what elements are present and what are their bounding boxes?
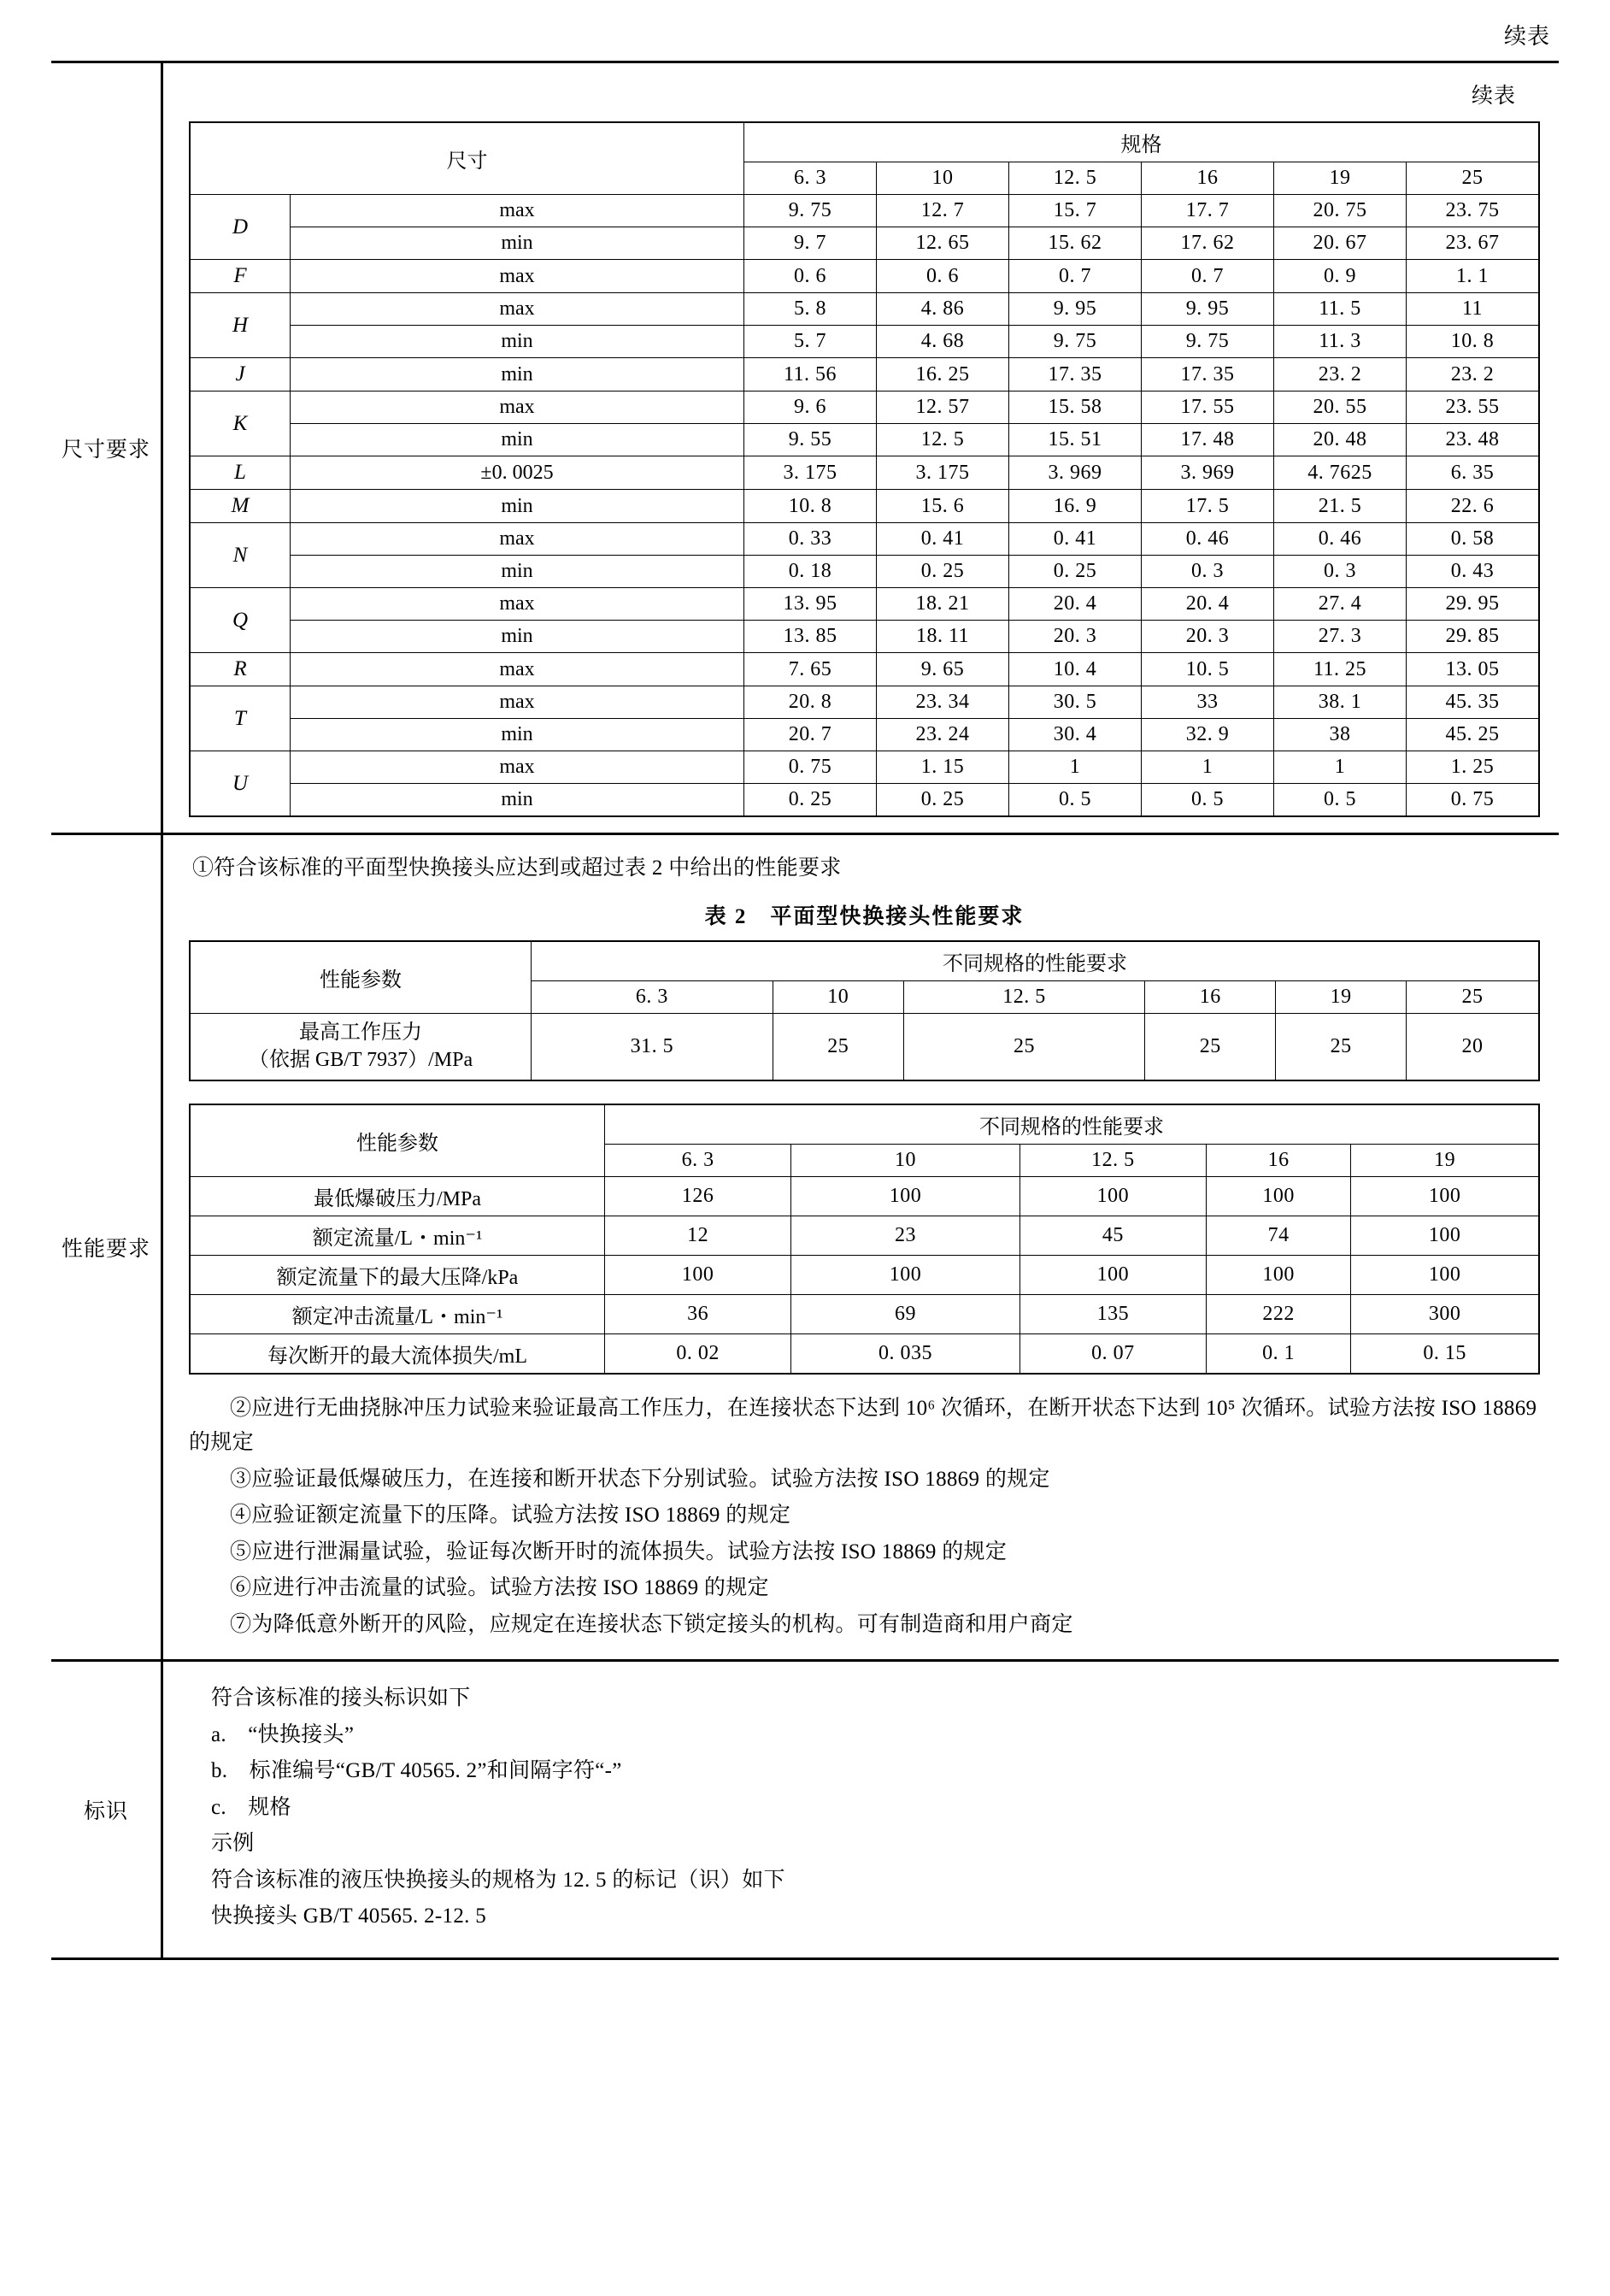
cell: 25 (1145, 1013, 1276, 1080)
row-limit: min (291, 719, 744, 751)
cell: 23. 34 (877, 686, 1009, 719)
cell: 23. 67 (1407, 227, 1540, 260)
cell: 30. 5 (1009, 686, 1142, 719)
band-body-marking (163, 1662, 1559, 1957)
row-name: 额定流量下的最大压降/kPa (190, 1255, 605, 1294)
cell: 0. 41 (1009, 523, 1142, 556)
performance-note-6: ⑥应进行冲击流量的试验。试验方法按 ISO 18869 的规定 (230, 1576, 769, 1600)
performance-note-1: ①符合该标准的平面型快换接头应达到或超过表 2 中给出的性能要求 (192, 857, 842, 880)
cell: 23. 24 (877, 719, 1009, 751)
table-row (190, 523, 1539, 556)
cell: 100 (1019, 1255, 1206, 1294)
cell: 0. 9 (1274, 260, 1407, 293)
spec-col-0: 6. 3 (744, 162, 877, 195)
table-row (190, 293, 1539, 326)
spec-col-1: 10 (791, 1144, 1019, 1176)
table-row (190, 556, 1539, 588)
table-row-header-top (190, 122, 1539, 162)
row-symbol: D (190, 195, 291, 260)
cell: 17. 7 (1142, 195, 1274, 227)
cell: 69 (791, 1294, 1019, 1333)
cell: 18. 21 (877, 588, 1009, 621)
cell: 23. 2 (1274, 358, 1407, 391)
cell: 15. 62 (1009, 227, 1142, 260)
cell: 0. 3 (1142, 556, 1274, 588)
cell: 0. 6 (744, 260, 877, 293)
row-name (190, 1013, 532, 1080)
table-row (190, 686, 1539, 719)
row-name: 最低爆破压力/MPa (190, 1176, 605, 1216)
cell: 0. 25 (1009, 556, 1142, 588)
spec-col-0: 6. 3 (532, 980, 773, 1013)
cell: 74 (1207, 1216, 1351, 1255)
row-symbol: N (190, 523, 291, 588)
performance-note-5: ⑤应进行泄漏量试验，验证每次断开时的流体损失。试验方法按 ISO 18869 的规定 (230, 1539, 1008, 1563)
cell: 20. 48 (1274, 424, 1407, 456)
cell: 11 (1407, 293, 1540, 326)
cell: 20. 75 (1274, 195, 1407, 227)
cell: 0. 02 (605, 1333, 791, 1374)
cell: 23. 55 (1407, 391, 1540, 424)
cell: 11. 25 (1274, 653, 1407, 686)
cell: 11. 56 (744, 358, 877, 391)
group-header: 不同规格的性能要求 (605, 1104, 1540, 1145)
spec-col-4: 19 (1276, 980, 1407, 1013)
cell: 0. 07 (1019, 1333, 1206, 1374)
cell: 1 (1009, 751, 1142, 784)
cell: 3. 969 (1009, 456, 1142, 490)
cell: 20. 4 (1142, 588, 1274, 621)
spec-group-header: 规格 (744, 122, 1540, 162)
spec-col-2: 12. 5 (1009, 162, 1142, 195)
row-limit: max (291, 653, 744, 686)
cell: 0. 15 (1351, 1333, 1539, 1374)
row-limit: min (291, 490, 744, 523)
cell: 20. 67 (1274, 227, 1407, 260)
cell: 15. 6 (877, 490, 1009, 523)
spec-col-2: 12. 5 (1019, 1144, 1206, 1176)
band-body-dimension (163, 63, 1559, 833)
cell: 20. 8 (744, 686, 877, 719)
cell: 29. 85 (1407, 621, 1540, 653)
cell: 22. 6 (1407, 490, 1540, 523)
cell: 11. 5 (1274, 293, 1407, 326)
cell: 16. 25 (877, 358, 1009, 391)
cell: 0. 3 (1274, 556, 1407, 588)
table-row (190, 719, 1539, 751)
cell: 7. 65 (744, 653, 877, 686)
row-limit: min (291, 556, 744, 588)
band-dimension-requirements (51, 63, 1559, 833)
cell: 9. 95 (1142, 293, 1274, 326)
performance-notes (189, 1392, 1540, 1643)
band-performance-requirements (51, 833, 1559, 1659)
cell: 11. 3 (1274, 326, 1407, 358)
cell: 9. 7 (744, 227, 877, 260)
spec-col-3: 16 (1145, 980, 1276, 1013)
row-limit: max (291, 588, 744, 621)
cell: 45. 25 (1407, 719, 1540, 751)
cell: 100 (1351, 1255, 1539, 1294)
cell: 0. 46 (1274, 523, 1407, 556)
cell: 222 (1207, 1294, 1351, 1333)
cell: 0. 6 (877, 260, 1009, 293)
cell: 0. 43 (1407, 556, 1540, 588)
row-limit: min (291, 621, 744, 653)
row-limit: min (291, 784, 744, 817)
cell: 33 (1142, 686, 1274, 719)
cell: 13. 05 (1407, 653, 1540, 686)
table-row (190, 227, 1539, 260)
band-label-dimension: 尺寸要求 (51, 63, 163, 833)
cell: 30. 4 (1009, 719, 1142, 751)
spec-col-0: 6. 3 (605, 1144, 791, 1176)
row-limit: min (291, 227, 744, 260)
marking-item-b: b. 标准编号“GB/T 40565. 2”和间隔字符“-” (211, 1759, 622, 1783)
cell: 10. 8 (1407, 326, 1540, 358)
spec-col-5: 25 (1407, 980, 1539, 1013)
spec-col-2: 12. 5 (903, 980, 1145, 1013)
group-header: 不同规格的性能要求 (532, 941, 1540, 981)
cell: 23. 75 (1407, 195, 1540, 227)
row-name: 每次断开的最大流体损失/mL (190, 1333, 605, 1374)
cell: 27. 4 (1274, 588, 1407, 621)
row-limit: max (291, 686, 744, 719)
cell: 13. 85 (744, 621, 877, 653)
cell: 9. 6 (744, 391, 877, 424)
row-limit: max (291, 523, 744, 556)
cell: 0. 25 (744, 784, 877, 817)
row-symbol: H (190, 293, 291, 358)
table-row (190, 588, 1539, 621)
cell: 4. 7625 (1274, 456, 1407, 490)
page-header-continued: 续表 (1503, 24, 1550, 49)
main-table-frame (51, 61, 1559, 1960)
marking-example-text: 符合该标准的液压快换接头的规格为 12. 5 的标记（识）如下 (211, 1868, 785, 1892)
row-limit: max (291, 293, 744, 326)
band-marking (51, 1659, 1559, 1957)
cell: 12. 5 (877, 424, 1009, 456)
cell: 100 (791, 1176, 1019, 1216)
cell: 100 (1207, 1176, 1351, 1216)
row-symbol: T (190, 686, 291, 751)
cell: 10. 4 (1009, 653, 1142, 686)
band-label-performance: 性能要求 (51, 835, 163, 1659)
cell: 6. 35 (1407, 456, 1540, 490)
cell: 13. 95 (744, 588, 877, 621)
cell: 38. 1 (1274, 686, 1407, 719)
cell: 100 (605, 1255, 791, 1294)
cell: 23. 2 (1407, 358, 1540, 391)
row-name: 额定流量/L・min⁻¹ (190, 1216, 605, 1255)
marking-example-code: 快换接头 GB/T 40565. 2-12. 5 (211, 1905, 487, 1928)
performance-note-4: ④应验证额定流量下的压降。试验方法按 ISO 18869 的规定 (230, 1504, 791, 1528)
row-limit: min (291, 326, 744, 358)
cell: 1. 1 (1407, 260, 1540, 293)
cell: 20. 7 (744, 719, 877, 751)
row-symbol: M (190, 490, 291, 523)
cell: 3. 969 (1142, 456, 1274, 490)
spec-col-1: 10 (773, 980, 903, 1013)
band-body-performance (163, 835, 1559, 1659)
marking-item-c: c. 规格 (211, 1795, 291, 1819)
cell: 3. 175 (744, 456, 877, 490)
cell: 20 (1407, 1013, 1539, 1080)
cell: 12 (605, 1216, 791, 1255)
row-limit: ±0. 0025 (291, 456, 744, 490)
cell: 15. 58 (1009, 391, 1142, 424)
cell: 9. 95 (1009, 293, 1142, 326)
spec-col-4: 19 (1351, 1144, 1539, 1176)
cell: 0. 75 (1407, 784, 1540, 817)
spec-col-1: 10 (877, 162, 1009, 195)
table-row (190, 1333, 1539, 1374)
cell: 300 (1351, 1294, 1539, 1333)
cell: 20. 55 (1274, 391, 1407, 424)
table-row (190, 456, 1539, 490)
cell: 0. 5 (1142, 784, 1274, 817)
cell: 17. 35 (1142, 358, 1274, 391)
dimension-table (189, 121, 1540, 817)
cell: 10. 8 (744, 490, 877, 523)
marking-intro: 符合该标准的接头标识如下 (211, 1687, 471, 1710)
table-row (190, 490, 1539, 523)
row-symbol: F (190, 260, 291, 293)
row-symbol: Q (190, 588, 291, 653)
table-row (190, 424, 1539, 456)
table-row (190, 1294, 1539, 1333)
cell: 9. 75 (744, 195, 877, 227)
dimension-header-cell: 尺寸 (190, 122, 744, 195)
cell: 0. 5 (1009, 784, 1142, 817)
cell: 0. 58 (1407, 523, 1540, 556)
cell: 31. 5 (532, 1013, 773, 1080)
cell: 17. 62 (1142, 227, 1274, 260)
cell: 135 (1019, 1294, 1206, 1333)
param-header: 性能参数 (190, 941, 532, 1014)
cell: 9. 55 (744, 424, 877, 456)
performance-note-3: ③应验证最低爆破压力，在连接和断开状态下分别试验。试验方法按 ISO 18869 的规定 (230, 1467, 1050, 1491)
cell: 100 (1351, 1216, 1539, 1255)
cell: 15. 7 (1009, 195, 1142, 227)
spec-col-3: 16 (1142, 162, 1274, 195)
cell: 5. 8 (744, 293, 877, 326)
marking-example-label: 示例 (211, 1832, 255, 1856)
cell: 20. 3 (1142, 621, 1274, 653)
table-row (190, 653, 1539, 686)
cell: 9. 65 (877, 653, 1009, 686)
cell: 17. 35 (1009, 358, 1142, 391)
cell: 36 (605, 1294, 791, 1333)
table-row (190, 751, 1539, 784)
cell: 100 (1351, 1176, 1539, 1216)
cell: 1 (1142, 751, 1274, 784)
cell: 17. 5 (1142, 490, 1274, 523)
band-label-marking: 标识 (51, 1662, 163, 1957)
marking-item-a: a. “快换接头” (211, 1722, 355, 1746)
cell: 10. 5 (1142, 653, 1274, 686)
cell: 0. 46 (1142, 523, 1274, 556)
cell: 12. 65 (877, 227, 1009, 260)
cell: 0. 25 (877, 784, 1009, 817)
row-limit: min (291, 424, 744, 456)
cell: 23. 48 (1407, 424, 1540, 456)
cell: 4. 86 (877, 293, 1009, 326)
spec-col-3: 16 (1207, 1144, 1351, 1176)
cell: 25 (1276, 1013, 1407, 1080)
row-limit: max (291, 195, 744, 227)
row-symbol: L (190, 456, 291, 490)
cell: 100 (1019, 1176, 1206, 1216)
cell: 4. 68 (877, 326, 1009, 358)
cell: 9. 75 (1009, 326, 1142, 358)
performance-note-7: ⑦为降低意外断开的风险，应规定在连接状态下锁定接头的机构。可有制造商和用户商定 (230, 1612, 1073, 1636)
table-row (190, 1013, 1539, 1080)
table-row (190, 260, 1539, 293)
cell: 23 (791, 1216, 1019, 1255)
cell: 20. 4 (1009, 588, 1142, 621)
cell: 0. 41 (877, 523, 1009, 556)
cell: 12. 57 (877, 391, 1009, 424)
table-row (190, 326, 1539, 358)
cell: 18. 11 (877, 621, 1009, 653)
table-row (190, 391, 1539, 424)
cell: 0. 75 (744, 751, 877, 784)
cell: 17. 55 (1142, 391, 1274, 424)
performance-note-2: ②应进行无曲挠脉冲压力试验来验证最高工作压力，在连接状态下达到 10⁶ 次循环，在断开状态下达到 10⁵ 次循环。试验方法按 ISO 18869 的规定 (189, 1396, 1537, 1455)
row-limit: min (291, 358, 744, 391)
row-limit: max (291, 391, 744, 424)
param-header: 性能参数 (190, 1104, 605, 1177)
table-row (190, 1255, 1539, 1294)
spec-col-5: 25 (1407, 162, 1540, 195)
cell: 21. 5 (1274, 490, 1407, 523)
cell: 0. 7 (1009, 260, 1142, 293)
cell: 5. 7 (744, 326, 877, 358)
cell: 9. 75 (1142, 326, 1274, 358)
row-symbol: K (190, 391, 291, 456)
cell: 25 (773, 1013, 903, 1080)
row-symbol: U (190, 751, 291, 817)
spec-col-4: 19 (1274, 162, 1407, 195)
table-row (190, 784, 1539, 817)
table-row-header-top (190, 941, 1539, 981)
cell: 126 (605, 1176, 791, 1216)
cell: 32. 9 (1142, 719, 1274, 751)
cell: 29. 95 (1407, 588, 1540, 621)
row-symbol: J (190, 358, 291, 391)
table-row (190, 1176, 1539, 1216)
table-row (190, 621, 1539, 653)
cell: 1. 25 (1407, 751, 1540, 784)
row-name-line1: 最高工作压力 (299, 1021, 422, 1044)
cell: 1. 15 (877, 751, 1009, 784)
cell: 27. 3 (1274, 621, 1407, 653)
cell: 3. 175 (877, 456, 1009, 490)
cell: 0. 5 (1274, 784, 1407, 817)
cell: 100 (791, 1255, 1019, 1294)
table-row (190, 195, 1539, 227)
cell: 38 (1274, 719, 1407, 751)
table-row (190, 358, 1539, 391)
cell: 15. 51 (1009, 424, 1142, 456)
cell: 0. 7 (1142, 260, 1274, 293)
performance-table-title: 表 2 平面型快换接头性能要求 (704, 904, 1025, 928)
performance-table-2 (189, 1104, 1540, 1375)
cell: 45 (1019, 1216, 1206, 1255)
cell: 45. 35 (1407, 686, 1540, 719)
row-limit: max (291, 260, 744, 293)
cell: 25 (903, 1013, 1145, 1080)
table-row (190, 1216, 1539, 1255)
cell: 12. 7 (877, 195, 1009, 227)
cell: 16. 9 (1009, 490, 1142, 523)
cell: 0. 33 (744, 523, 877, 556)
cell: 0. 1 (1207, 1333, 1351, 1374)
cell: 17. 48 (1142, 424, 1274, 456)
cell: 0. 18 (744, 556, 877, 588)
row-name-line2: （依据 GB/T 7937）/MPa (248, 1049, 473, 1072)
cell: 0. 25 (877, 556, 1009, 588)
table-row-header-top (190, 1104, 1539, 1145)
row-name: 额定冲击流量/L・min⁻¹ (190, 1294, 605, 1333)
performance-table-1 (189, 940, 1540, 1081)
cell: 20. 3 (1009, 621, 1142, 653)
row-limit: max (291, 751, 744, 784)
cell: 1 (1274, 751, 1407, 784)
row-symbol: R (190, 653, 291, 686)
cell: 0. 035 (791, 1333, 1019, 1374)
cell: 100 (1207, 1255, 1351, 1294)
inner-continued-note: 续表 (1471, 85, 1516, 108)
